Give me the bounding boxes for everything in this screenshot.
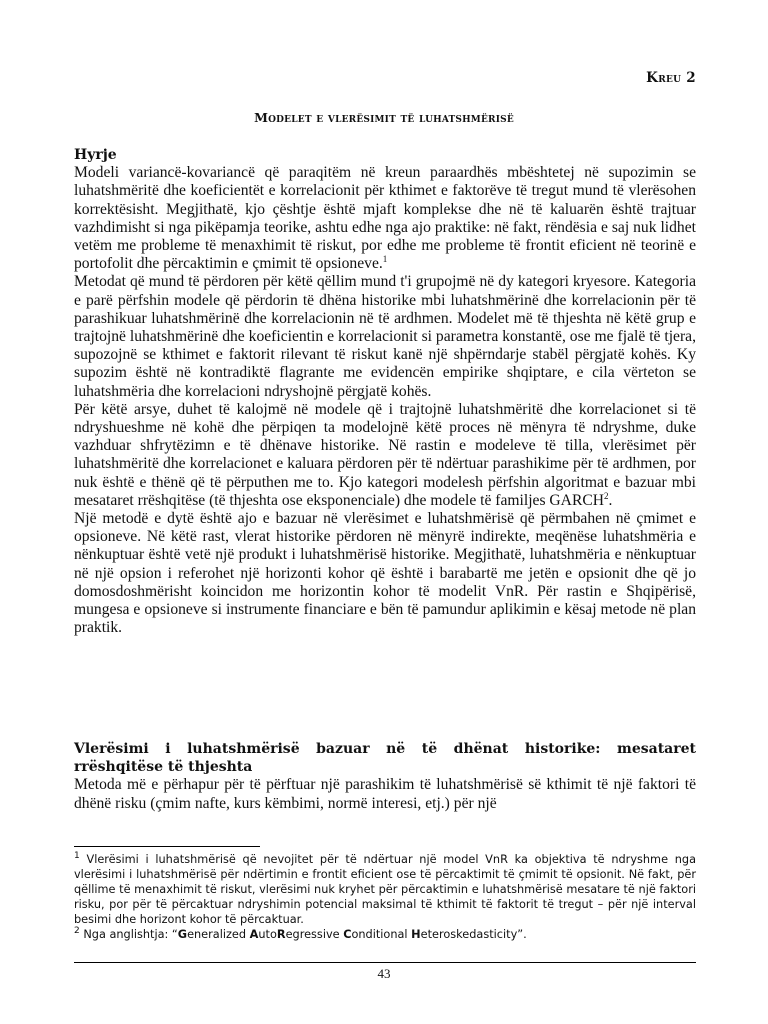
footnote-1-number: 1 xyxy=(74,851,80,862)
footnote-2-number: 2 xyxy=(74,926,80,937)
footnote-1 xyxy=(74,852,696,927)
acronym-letter-a: A xyxy=(249,928,259,941)
paragraph-3-end: . xyxy=(608,491,613,509)
footnote-2-suffix: ”. xyxy=(517,928,527,941)
footnotes xyxy=(74,852,696,942)
section-historical-volatility xyxy=(74,740,696,813)
acronym-rest-a: uto xyxy=(258,928,277,941)
acronym-rest-r: egressive xyxy=(285,928,344,941)
acronym-letter-h: H xyxy=(411,928,421,941)
footnote-2 xyxy=(74,927,696,942)
footnote-ref-1[interactable]: 1 xyxy=(382,254,388,265)
paragraph-3-text: Për këtë arsye, duhet të kalojmë në modele që i trajtojnë luhatshmëritë dhe korrelacionet si të ndryshueshme në kohë dhe përpiqen ta modelojnë këtë proces në mënyra të ndryshme, duke vazhduar shfrytëzimn e të dhënave historike. Në rastin e modeleve të tilla, vlerësimet për luhatshmëritë dhe korrelacionet e kaluara përdoren për të ndërtuar parashikime për të ardhmen, por nuk është e thënë që të përputhen me to. Kjo kategori modelesh përfshin algoritmat e bazuar mbi mesataret rrëshqitëse (të thjeshta ose eksponenciale) dhe modele të familjes GARCH xyxy=(74,400,696,509)
footnote-divider xyxy=(74,846,260,847)
chapter-label: Kreu 2 xyxy=(646,70,696,86)
section-intro xyxy=(74,146,696,637)
acronym-rest-c: onditional xyxy=(351,928,412,941)
acronym-letter-g: G xyxy=(177,928,188,941)
footnote-ref-2[interactable]: 2 xyxy=(604,490,609,501)
acronym-rest-h: eteroskedasticity xyxy=(420,928,518,941)
acronym-letter-c: C xyxy=(343,928,352,941)
page-footer-divider xyxy=(74,962,696,963)
section-heading-historical: Vlerësimi i luhatshmërisë bazuar në të dhënat historike: mesataret rrëshqitëse të thjeshta xyxy=(74,741,696,776)
paragraph-2: Metodat që mund të përdoren për këtë qëllim mund t'i grupojmë në dy kategori kryesore. Kategoria e parë përfshin modele që përdorin të dhëna historike mbi luhatshmërinë dhe korrelacionin për të parashikuar luhatshmërinë dhe korrelacionin në të ardhmen. Modelet më të thjeshta në këtë grup e trajtojnë luhatshmërinë dhe koeficientin e korrelacionit si parametra konstantë, ose me fjalë të tjera, supozojnë se kthimet e faktorit rilevant të riskut kanë një shpërndarje stabël përgjatë kohës. Ky supozim është në kontradiktë flagrante me evidencën empirike shqiptare, e cila vërteton se luhatshmëria dhe korrelacioni ndryshojnë përgjatë kohës. xyxy=(74,273,696,400)
footnote-1-text: Vlerësimi i luhatshmërisë që nevojitet për të ndërtuar një model VnR ka objektiva të ndryshme nga vlerësimi i luhatshmërisë për ndërtimin e frontit eficient ose të përcaktimit të çmimit të opsionit. Në fakt, për qëllime të menaxhimit të riskut, vlerësimi nuk kryhet për përcaktimin e luhatshmërisë mesatare të një faktori risku, por për të përcaktuar ndryshimin potencial maksimal të kthimit të faktorit të tregut – për një interval besimi dhe horizont kohor të përcaktuar. xyxy=(74,853,696,926)
section-heading-intro: Hyrje xyxy=(74,147,117,163)
acronym-rest-g: eneralized xyxy=(187,928,250,941)
footnote-2-prefix: Nga anglishtja: “ xyxy=(83,928,178,941)
paragraph-3 xyxy=(74,401,696,510)
page-number: 43 xyxy=(377,966,391,981)
acronym-letter-r: R xyxy=(276,928,286,941)
chapter-title: Modelet e vlerësimit të luhatshmërisë xyxy=(254,110,514,125)
paragraph-1-text: Modeli variancë-kovariancë që paraqitëm në kreun paraardhës mbështetej në supozimin se luhatshmëritë dhe koeficientët e korrelacionit për kthimet e faktorëve të tregut mund të vlerësohen korrektësisht. Megjithatë, kjo çështje është mjaft komplekse dhe në të kaluarën është trajtuar vazhdimisht si nga pikëpamja teorike, ashtu edhe nga ajo praktike: në fakt, rëndësia e saj nuk lidhet vetëm me probleme të menaxhimit të riskut, por edhe me probleme të frontit eficient në teorinë e portofolit dhe përcaktimin e çmimit të opsioneve. xyxy=(74,164,696,273)
paragraph-4: Një metodë e dytë është ajo e bazuar në vlerësimet e luhatshmërisë që përmbahen në çmimet e opsioneve. Në këtë rast, vlerat historike përdoren në mënyrë indirekte, meqënëse luhatshmëria e nënkuptuar është vetë një produkt i luhatshmërisë historike. Megjithatë, luhatshmëria e nënkuptuar në një opsion i referohet një horizonti kohor që është i barabartë me jetën e opsionit dhe që jo domosdoshmërisht koincidon me horizontin kohor të modelit VnR. Për rastin e Shqipërisë, mungesa e opsioneve si instrumente financiare e bën të pamundur aplikimin e kësaj metode në plan praktik. xyxy=(74,510,696,637)
paragraph-5: Metoda më e përhapur për të përftuar një parashikim të luhatshmërisë së kthimit të një faktori të dhënë risku (çmim nafte, kurs këmbimi, normë interesi, etj.) për një xyxy=(74,776,696,812)
paragraph-1 xyxy=(74,164,696,273)
